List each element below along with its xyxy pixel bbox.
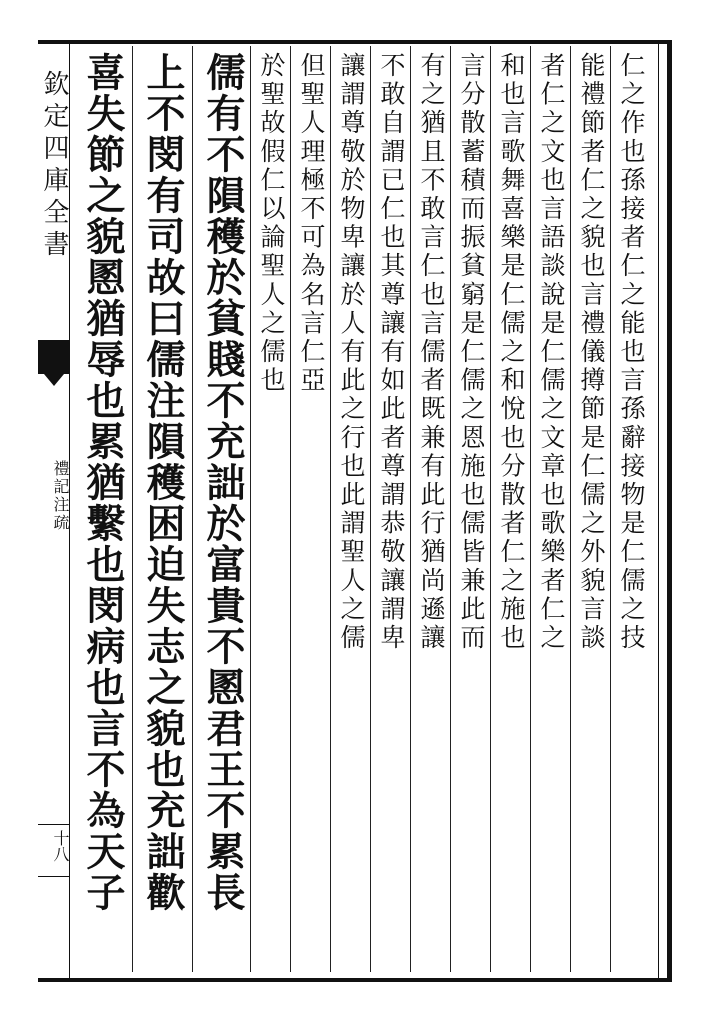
column-rule <box>530 46 531 972</box>
main-text-column-2: 上不閔有司故曰儒注隕穫困迫失志之貌也充詘歡 <box>140 52 186 913</box>
column-rule <box>610 46 611 972</box>
main-text-column-1: 儒有不隕穫於貧賤不充詘於富貴不慁君王不累長 <box>200 52 246 913</box>
annotation-column-10: 於聖故假仁以論聖人之儒也 <box>257 52 286 396</box>
text-columns <box>70 46 660 972</box>
annotation-column-7: 不敢自謂已仁也其尊讓有如此者尊謂恭敬讓謂卑 <box>377 52 406 653</box>
column-rule <box>290 46 291 972</box>
column-rule <box>570 46 571 972</box>
column-rule <box>370 46 371 972</box>
column-rule <box>192 46 193 972</box>
column-rule <box>132 46 133 972</box>
annotation-column-5: 言分散蓄積而振貧窮是仁儒之恩施也儒皆兼此而 <box>457 52 486 653</box>
annotation-column-6: 有之猶且不敢言仁也言儒者既兼有此行猶尚遜讓 <box>417 52 446 653</box>
page-margin <box>38 40 70 982</box>
annotation-column-2: 能禮節者仁之貌也言禮儀撙節是仁儒之外貌言談 <box>577 52 606 653</box>
page-number: 十八 <box>51 830 70 862</box>
page-number-rule-bottom <box>38 876 70 877</box>
column-rule <box>250 46 251 972</box>
fish-tail-mark <box>38 340 70 374</box>
fish-tail-notch <box>44 374 64 386</box>
annotation-column-4: 和也言歌舞喜樂是仁儒之和悅也分散者仁之施也 <box>497 52 526 653</box>
main-text-column-3: 喜失節之貌慁猶辱也累猶繫也閔病也言不為天子 <box>80 52 126 913</box>
margin-title: 欽定四庫全書 <box>39 70 69 262</box>
margin-book-title: 禮記注疏 <box>51 460 70 532</box>
page-number-rule-top <box>38 824 70 825</box>
annotation-column-8: 讓謂尊敬於物卑讓於人有此之行也此謂聖人之儒 <box>337 52 366 653</box>
annotation-column-9: 但聖人理極不可為名言仁亞 <box>297 52 326 396</box>
column-rule <box>330 46 331 972</box>
annotation-column-3: 者仁之文也言語談說是仁儒之文章也歌樂者仁之 <box>537 52 566 653</box>
column-rule <box>410 46 411 972</box>
column-rule <box>490 46 491 972</box>
annotation-column-1: 仁之作也孫接者仁之能也言孫辭接物是仁儒之技 <box>617 52 646 653</box>
column-rule <box>450 46 451 972</box>
